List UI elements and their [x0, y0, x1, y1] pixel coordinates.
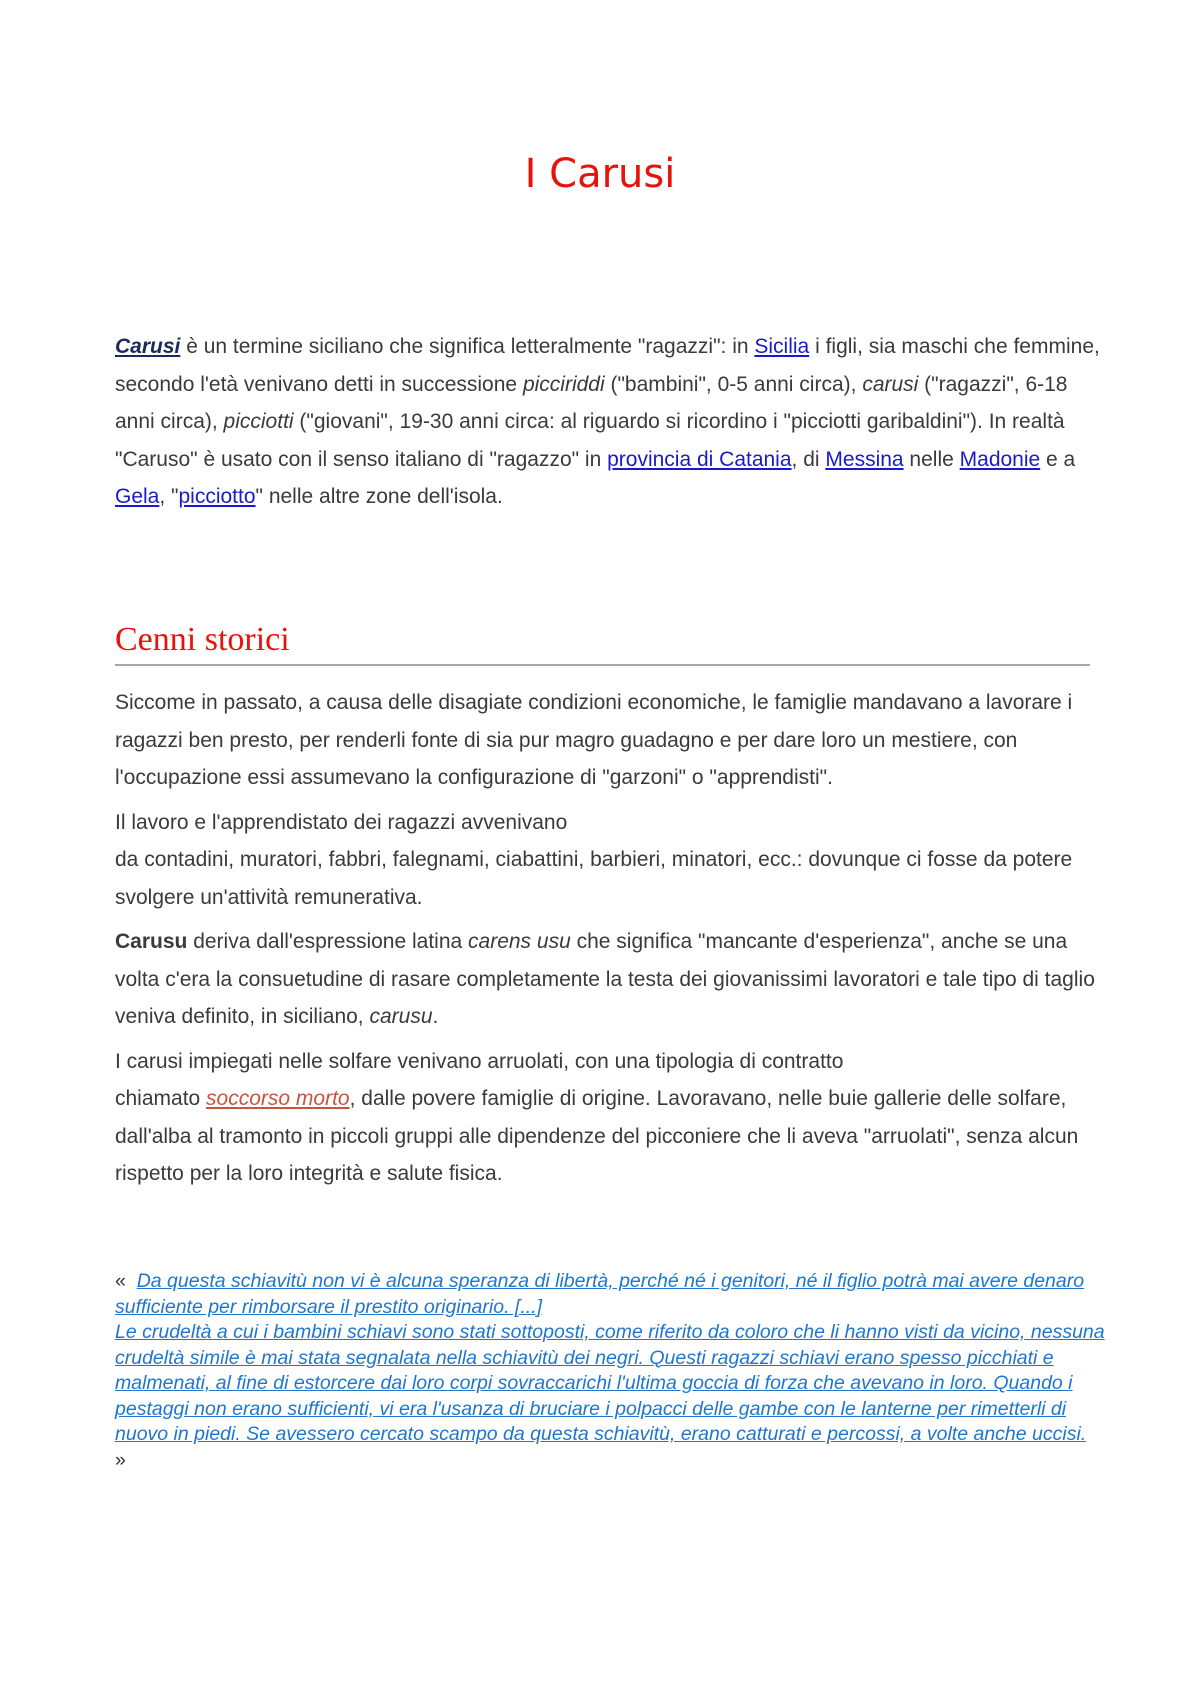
quote-link-part-2[interactable]: Le crudeltà a cui i bambini schiavi sono stati sottoposti, come riferito da coloro che li hanno visti da vicino, nessuna crudeltà simile è mai stata segnalata nella schiavitù dei negri. Questi ragazzi schiavi erano spesso picchiati e malmenati, al fine di estorcere dai loro corpi sovraccarichi l'ultima goccia di forza che avevano in loro. Quando i pestaggi non erano sufficienti, vi era l'usanza di bruciare i polpacci delle gambe con le lanterne per rimetterli di nuovo in piedi. Se avessero cercato scampo da questa schiavitù, erano catturati e percossi, a volte anche uccisi.: [115, 1321, 1105, 1445]
term-carusu-italic: carusu: [369, 1005, 433, 1028]
section-paragraph-1: Siccome in passato, a causa delle disagiate condizioni economiche, le famiglie mandavano a lavorare i ragazzi ben presto, per renderli fonte di sia pur magro guadagno e per dare loro un mestiere, con l'occupazione essi assumevano la configurazione di "garzoni" o "apprendisti".: [115, 691, 1073, 789]
intro-text: , di: [791, 447, 826, 471]
quote-link-part-1[interactable]: Da questa schiavitù non vi è alcuna speranza di libertà, perché né i genitori, né il figlio potrà mai avere denaro sufficiente per rimborsare il prestito originario. [...]: [115, 1270, 1085, 1318]
term-picciriddi: picciriddi: [522, 372, 605, 396]
paragraph-2-rest: da contadini, muratori, fabbri, falegnami, ciabattini, barbieri, minatori, ecc.: dovunque ci fosse da potere svolgere un'attività remunerativa.: [115, 848, 1073, 909]
link-madonie[interactable]: Madonie: [959, 447, 1041, 471]
intro-text: , ": [159, 485, 179, 508]
term-carens-usu: carens usu: [468, 930, 571, 953]
link-sicilia[interactable]: Sicilia: [754, 335, 810, 358]
intro-text: e a: [1040, 447, 1076, 471]
paragraph-3-text: deriva dall'espressione latina: [187, 930, 469, 953]
section-body: [115, 684, 1105, 1200]
carusi-lead-link[interactable]: Carusi: [115, 335, 181, 358]
intro-text: i figli, sia maschi che femmine, secondo l'età venivano detti in successione: [115, 335, 1100, 396]
paragraph-4-line-1: I carusi impiegati nelle solfare venivano arruolati, con una tipologia di contratto: [115, 1049, 844, 1073]
link-messina[interactable]: Messina: [825, 447, 904, 471]
link-provincia-catania[interactable]: provincia di Catania: [607, 447, 792, 471]
paragraph-3-text: che significa "mancante d'esperienza", anche se una volta c'era la consuetudine di rasare completamente la testa dei giovanissimi lavoratori e tale tipo di taglio veniva definito, in siciliano,: [115, 930, 1095, 1028]
paragraph-2-line-1: Il lavoro e l'apprendistato dei ragazzi avvenivano: [115, 810, 568, 834]
term-carusi: carusi: [862, 372, 919, 396]
link-picciotto[interactable]: picciotto: [178, 485, 256, 508]
intro-text: ("bambini", 0-5 anni circa),: [604, 372, 863, 396]
term-picciotti: picciotti: [223, 410, 294, 433]
section-paragraph-4: [115, 1043, 1105, 1193]
page-title: I Carusi: [524, 151, 676, 197]
quote-close-mark: »: [115, 1448, 126, 1471]
intro-text: nelle: [903, 447, 960, 471]
paragraph-4-text: , dalle povere famiglie di origine. Lavoravano, nelle buie gallerie delle solfare, dall'alba al tramonto in piccoli gruppi alle dipendenze del picconiere che li aveva "arruolati", senza alcun rispetto per la loro integrità e salute fisica.: [115, 1087, 1079, 1185]
link-soccorso-morto[interactable]: soccorso morto: [206, 1087, 350, 1110]
term-carusu: Carusu: [115, 930, 188, 953]
intro-text: ("giovani", 19-30 anni circa: al riguardo si ricordino i "picciotti garibaldini"). In realtà "Caruso" è usato con il senso italiano di "ragazzo" in: [115, 410, 1065, 471]
intro-text: è un termine siciliano che significa letteralmente "ragazzi": in: [180, 335, 755, 358]
section-paragraph-3: [115, 923, 1105, 1036]
paragraph-4-text: chiamato: [115, 1087, 207, 1110]
intro-text: ("ragazzi", 6-18 anni circa),: [115, 372, 1068, 433]
intro-text: " nelle altre zone dell'isola.: [255, 485, 503, 508]
intro-paragraph: [115, 328, 1105, 516]
paragraph-3-text: .: [432, 1005, 439, 1028]
link-gela[interactable]: Gela: [115, 485, 160, 508]
quote-open-mark: «: [115, 1270, 126, 1292]
section-heading: Cenni storici: [115, 618, 1090, 666]
quote-block: [115, 1269, 1105, 1473]
section-paragraph-2: [115, 804, 1105, 917]
